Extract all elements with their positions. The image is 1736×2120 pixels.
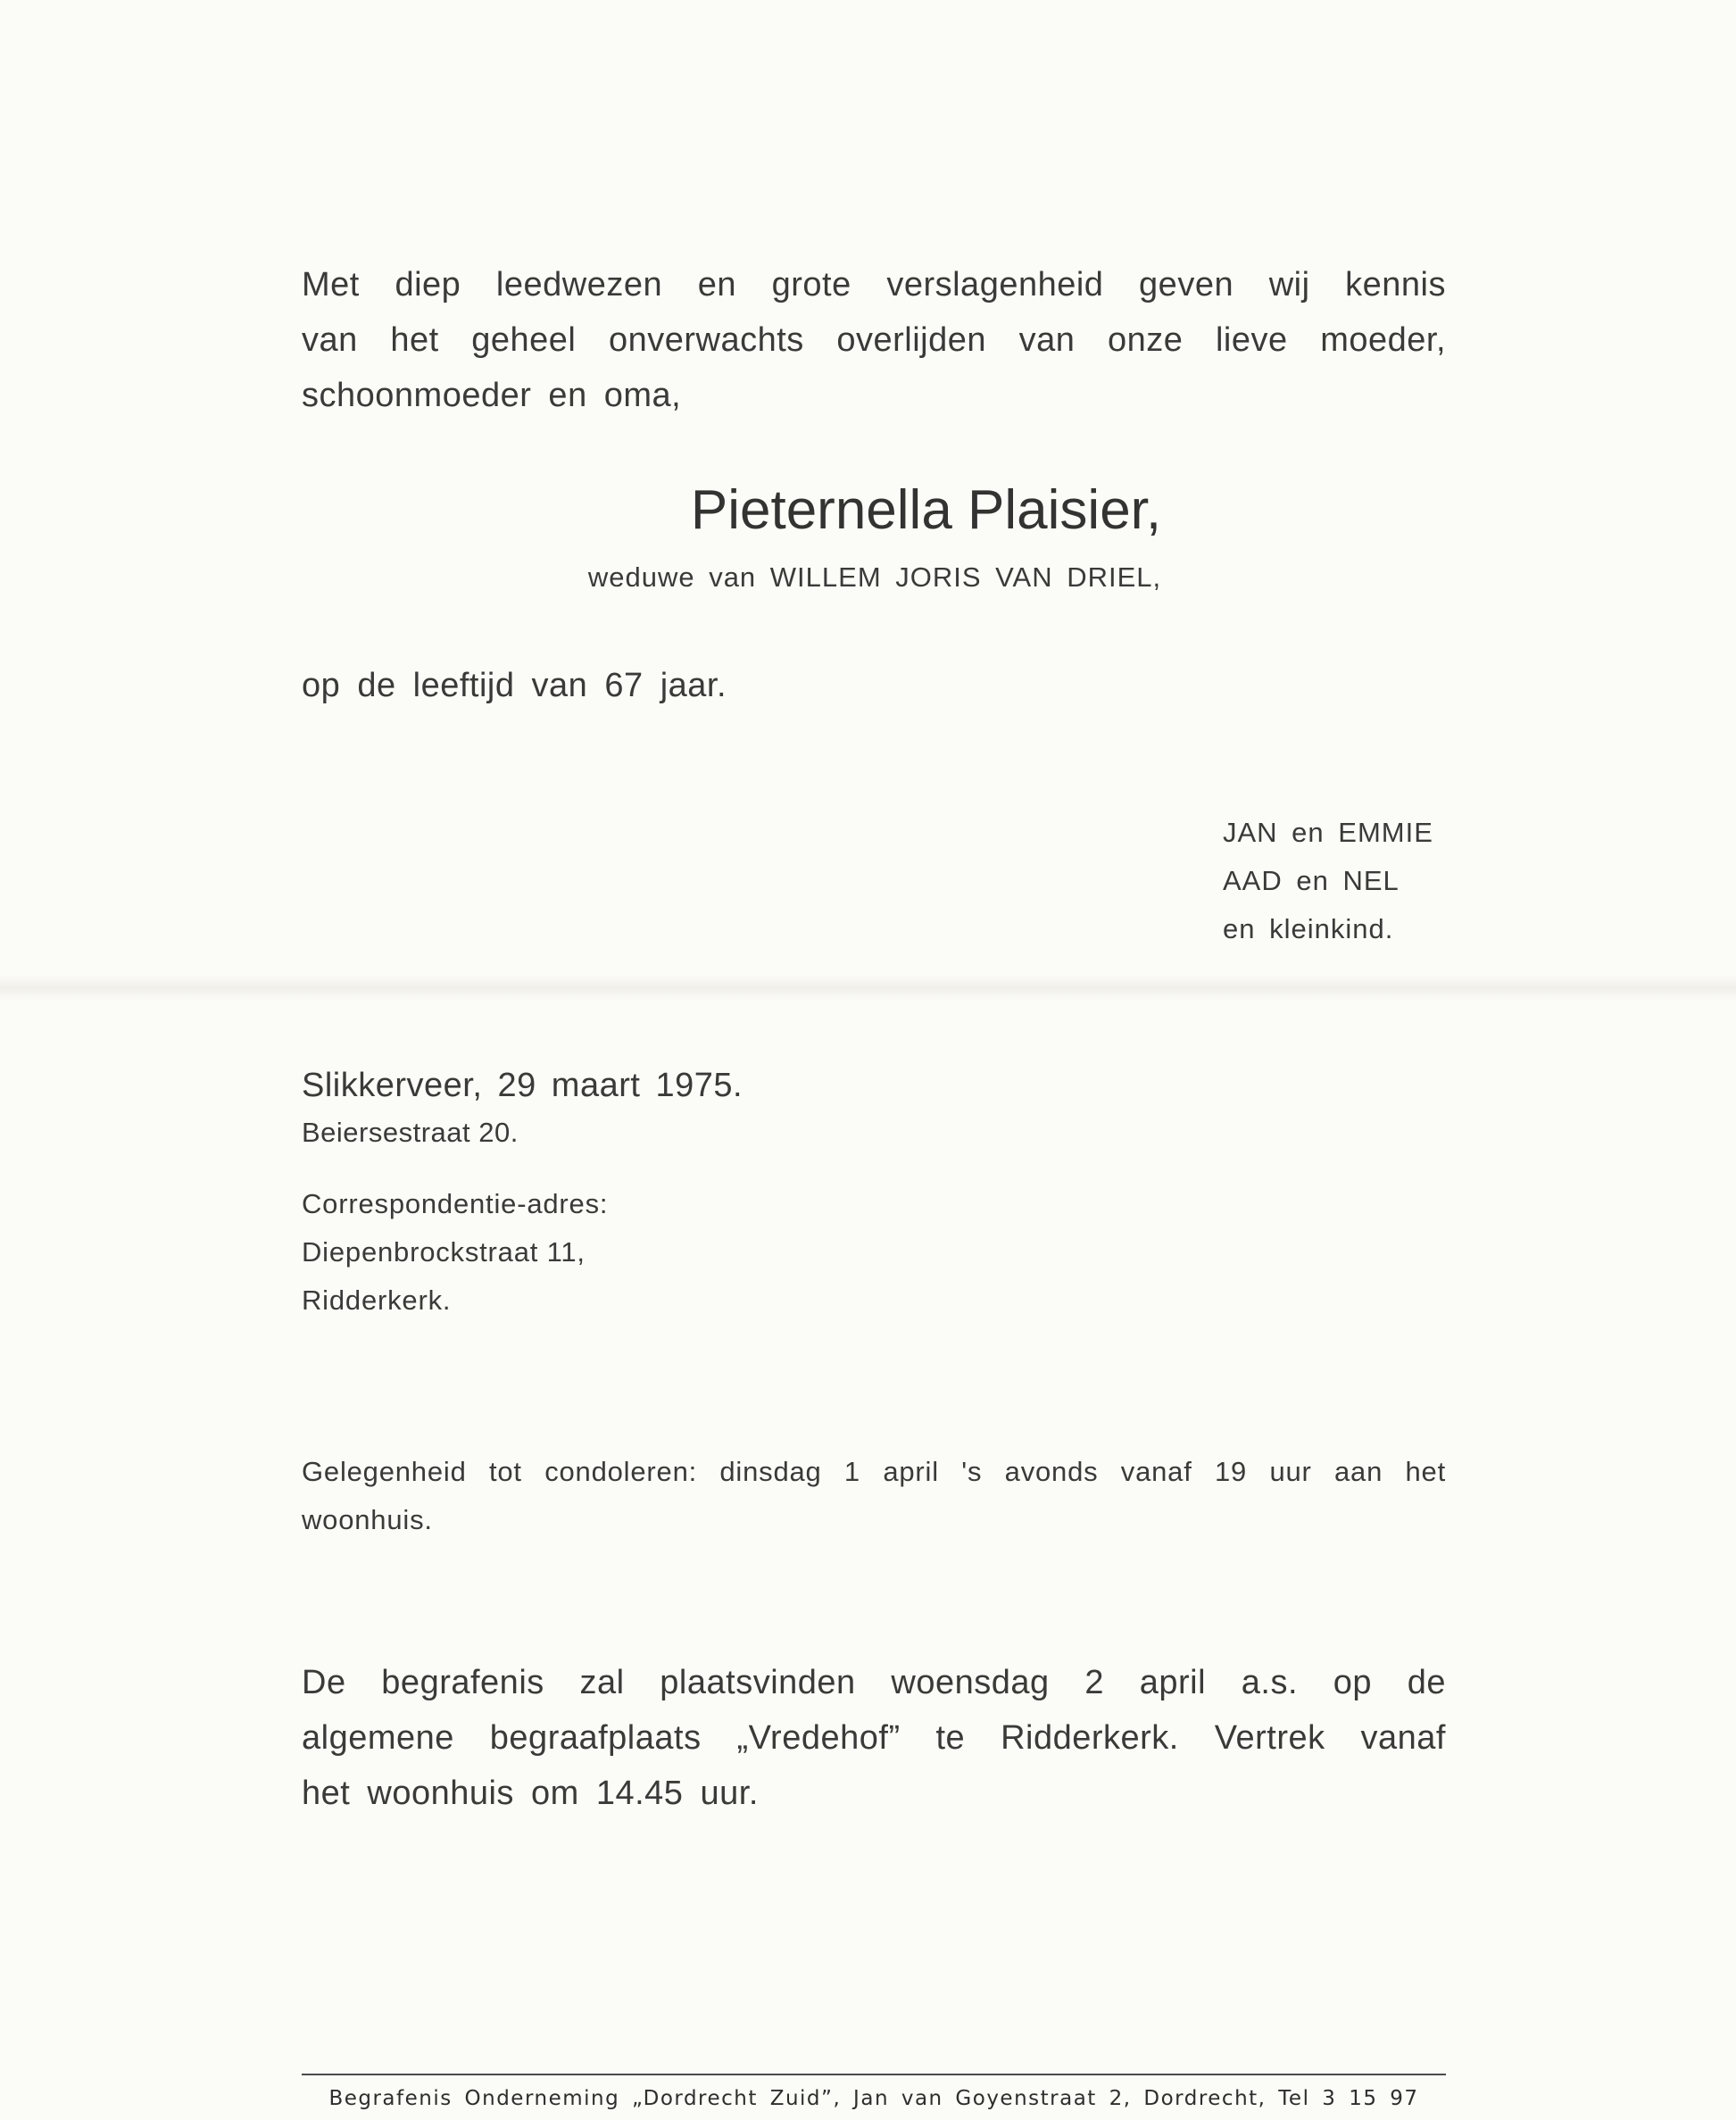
intro-paragraph xyxy=(302,257,1446,423)
intro-line: Met diep leedwezen en grote verslagenheid geven wij kennis xyxy=(302,266,1446,303)
condolence-line: woonhuis. xyxy=(302,1504,433,1535)
funeral-line: het woonhuis om 14.45 uur. xyxy=(302,1775,759,1812)
deceased-name: Pieternella Plaisier, xyxy=(690,479,1162,541)
place-date: Slikkerveer, 29 maart 1975. xyxy=(302,1067,743,1104)
footer-divider xyxy=(302,2074,1446,2075)
correspondence-label: Correspondentie-adres: xyxy=(302,1188,609,1219)
home-address: Beiersestraat 20. xyxy=(302,1117,519,1148)
correspondence-address xyxy=(302,1180,1446,1325)
widow-of-line: weduwe van WILLEM JORIS VAN DRIEL, xyxy=(587,561,1162,593)
age-text: op de leeftijd van 67 jaar. xyxy=(302,667,727,704)
signatory: JAN en EMMIE xyxy=(1223,817,1433,848)
correspondence-city: Ridderkerk. xyxy=(302,1284,452,1316)
condolence-line: Gelegenheid tot condoleren: dinsdag 1 april 's avonds vanaf 19 uur aan het xyxy=(302,1456,1446,1487)
condolence-paragraph xyxy=(302,1448,1446,1544)
intro-line: van het geheel onverwachts overlijden van onze lieve moeder, xyxy=(302,321,1446,359)
funeral-line: algemene begraafplaats „Vredehof” te Ridderkerk. Vertrek vanaf xyxy=(302,1719,1446,1757)
intro-line: schoonmoeder en oma, xyxy=(302,377,682,414)
age-line xyxy=(302,659,1446,712)
signatory: en kleinkind. xyxy=(1223,913,1394,944)
funeral-line: De begrafenis zal plaatsvinden woensdag 2 april a.s. op de xyxy=(302,1664,1446,1701)
signatory: AAD en NEL xyxy=(1223,865,1400,896)
funeral-paragraph xyxy=(302,1655,1446,1821)
signatories xyxy=(1223,809,1433,953)
funeral-director-footer: Begrafenis Onderneming „Dordrecht Zuid”, Jan van Goyenstraat 2, Dordrecht, Tel 3 15 97 xyxy=(328,2087,1419,2110)
correspondence-street: Diepenbrockstraat 11, xyxy=(302,1236,586,1268)
